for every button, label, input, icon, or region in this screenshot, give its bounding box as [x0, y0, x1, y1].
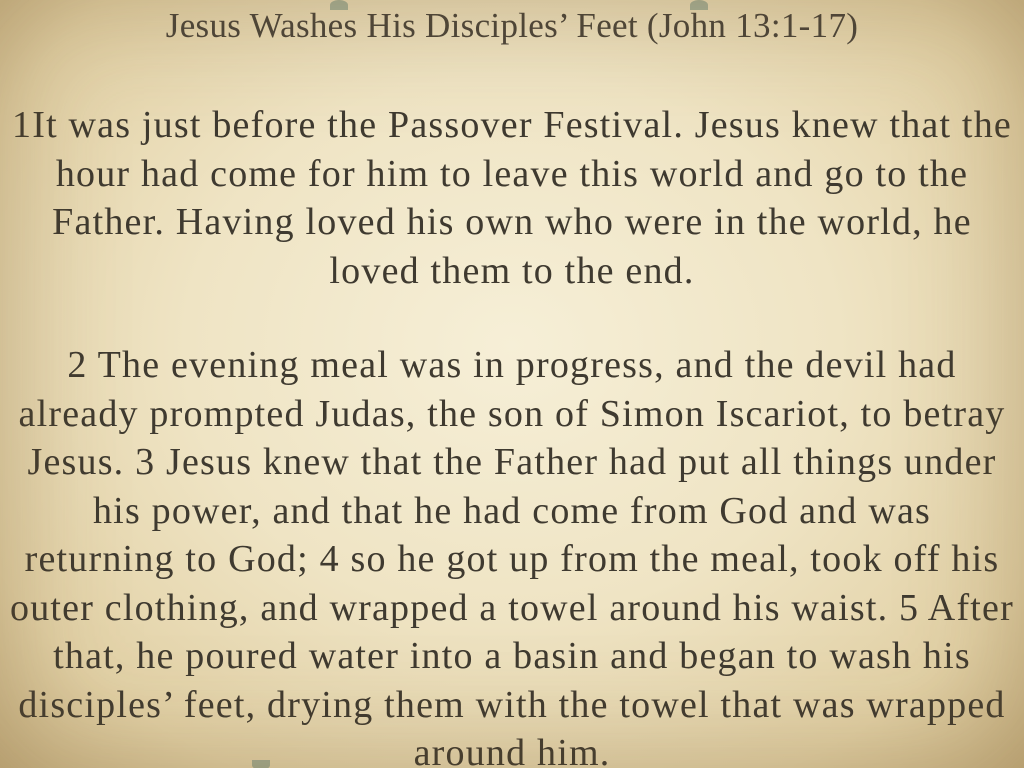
- text-line: his power, and that he had come from God and was: [92, 489, 932, 532]
- text-line: returning to God; 4 so he got up from the meal, took off his: [24, 538, 1000, 580]
- text-line: outer clothing, and wrapped a towel around his waist. 5 After: [10, 586, 1014, 629]
- text-line: that, he poured water into a basin and began to wash his: [53, 635, 971, 677]
- text-line: around him.: [413, 732, 611, 768]
- text-line: disciples’ feet, drying them with the towel that was wrapped: [18, 683, 1006, 726]
- text-line: Father. Having loved his own who were in the world, he: [52, 201, 972, 243]
- slide-title: Jesus Washes His Disciples’ Feet (John 13:1-17): [165, 6, 859, 45]
- paragraph-verses-2-5: [0, 341, 1024, 768]
- text-line: Jesus. 3 Jesus knew that the Father had put all things under: [27, 441, 997, 483]
- text-line: loved them to the end.: [329, 249, 695, 292]
- text-line: already prompted Judas, the son of Simon Iscariot, to betray: [18, 392, 1006, 435]
- text-line: 2 The evening meal was in progress, and the devil had: [67, 344, 957, 386]
- text-line: 1It was just before the Passover Festival. Jesus knew that the: [12, 104, 1012, 146]
- paragraph-verse-1: [0, 101, 1024, 295]
- text-line: hour had come for him to leave this world and go to the: [55, 152, 969, 195]
